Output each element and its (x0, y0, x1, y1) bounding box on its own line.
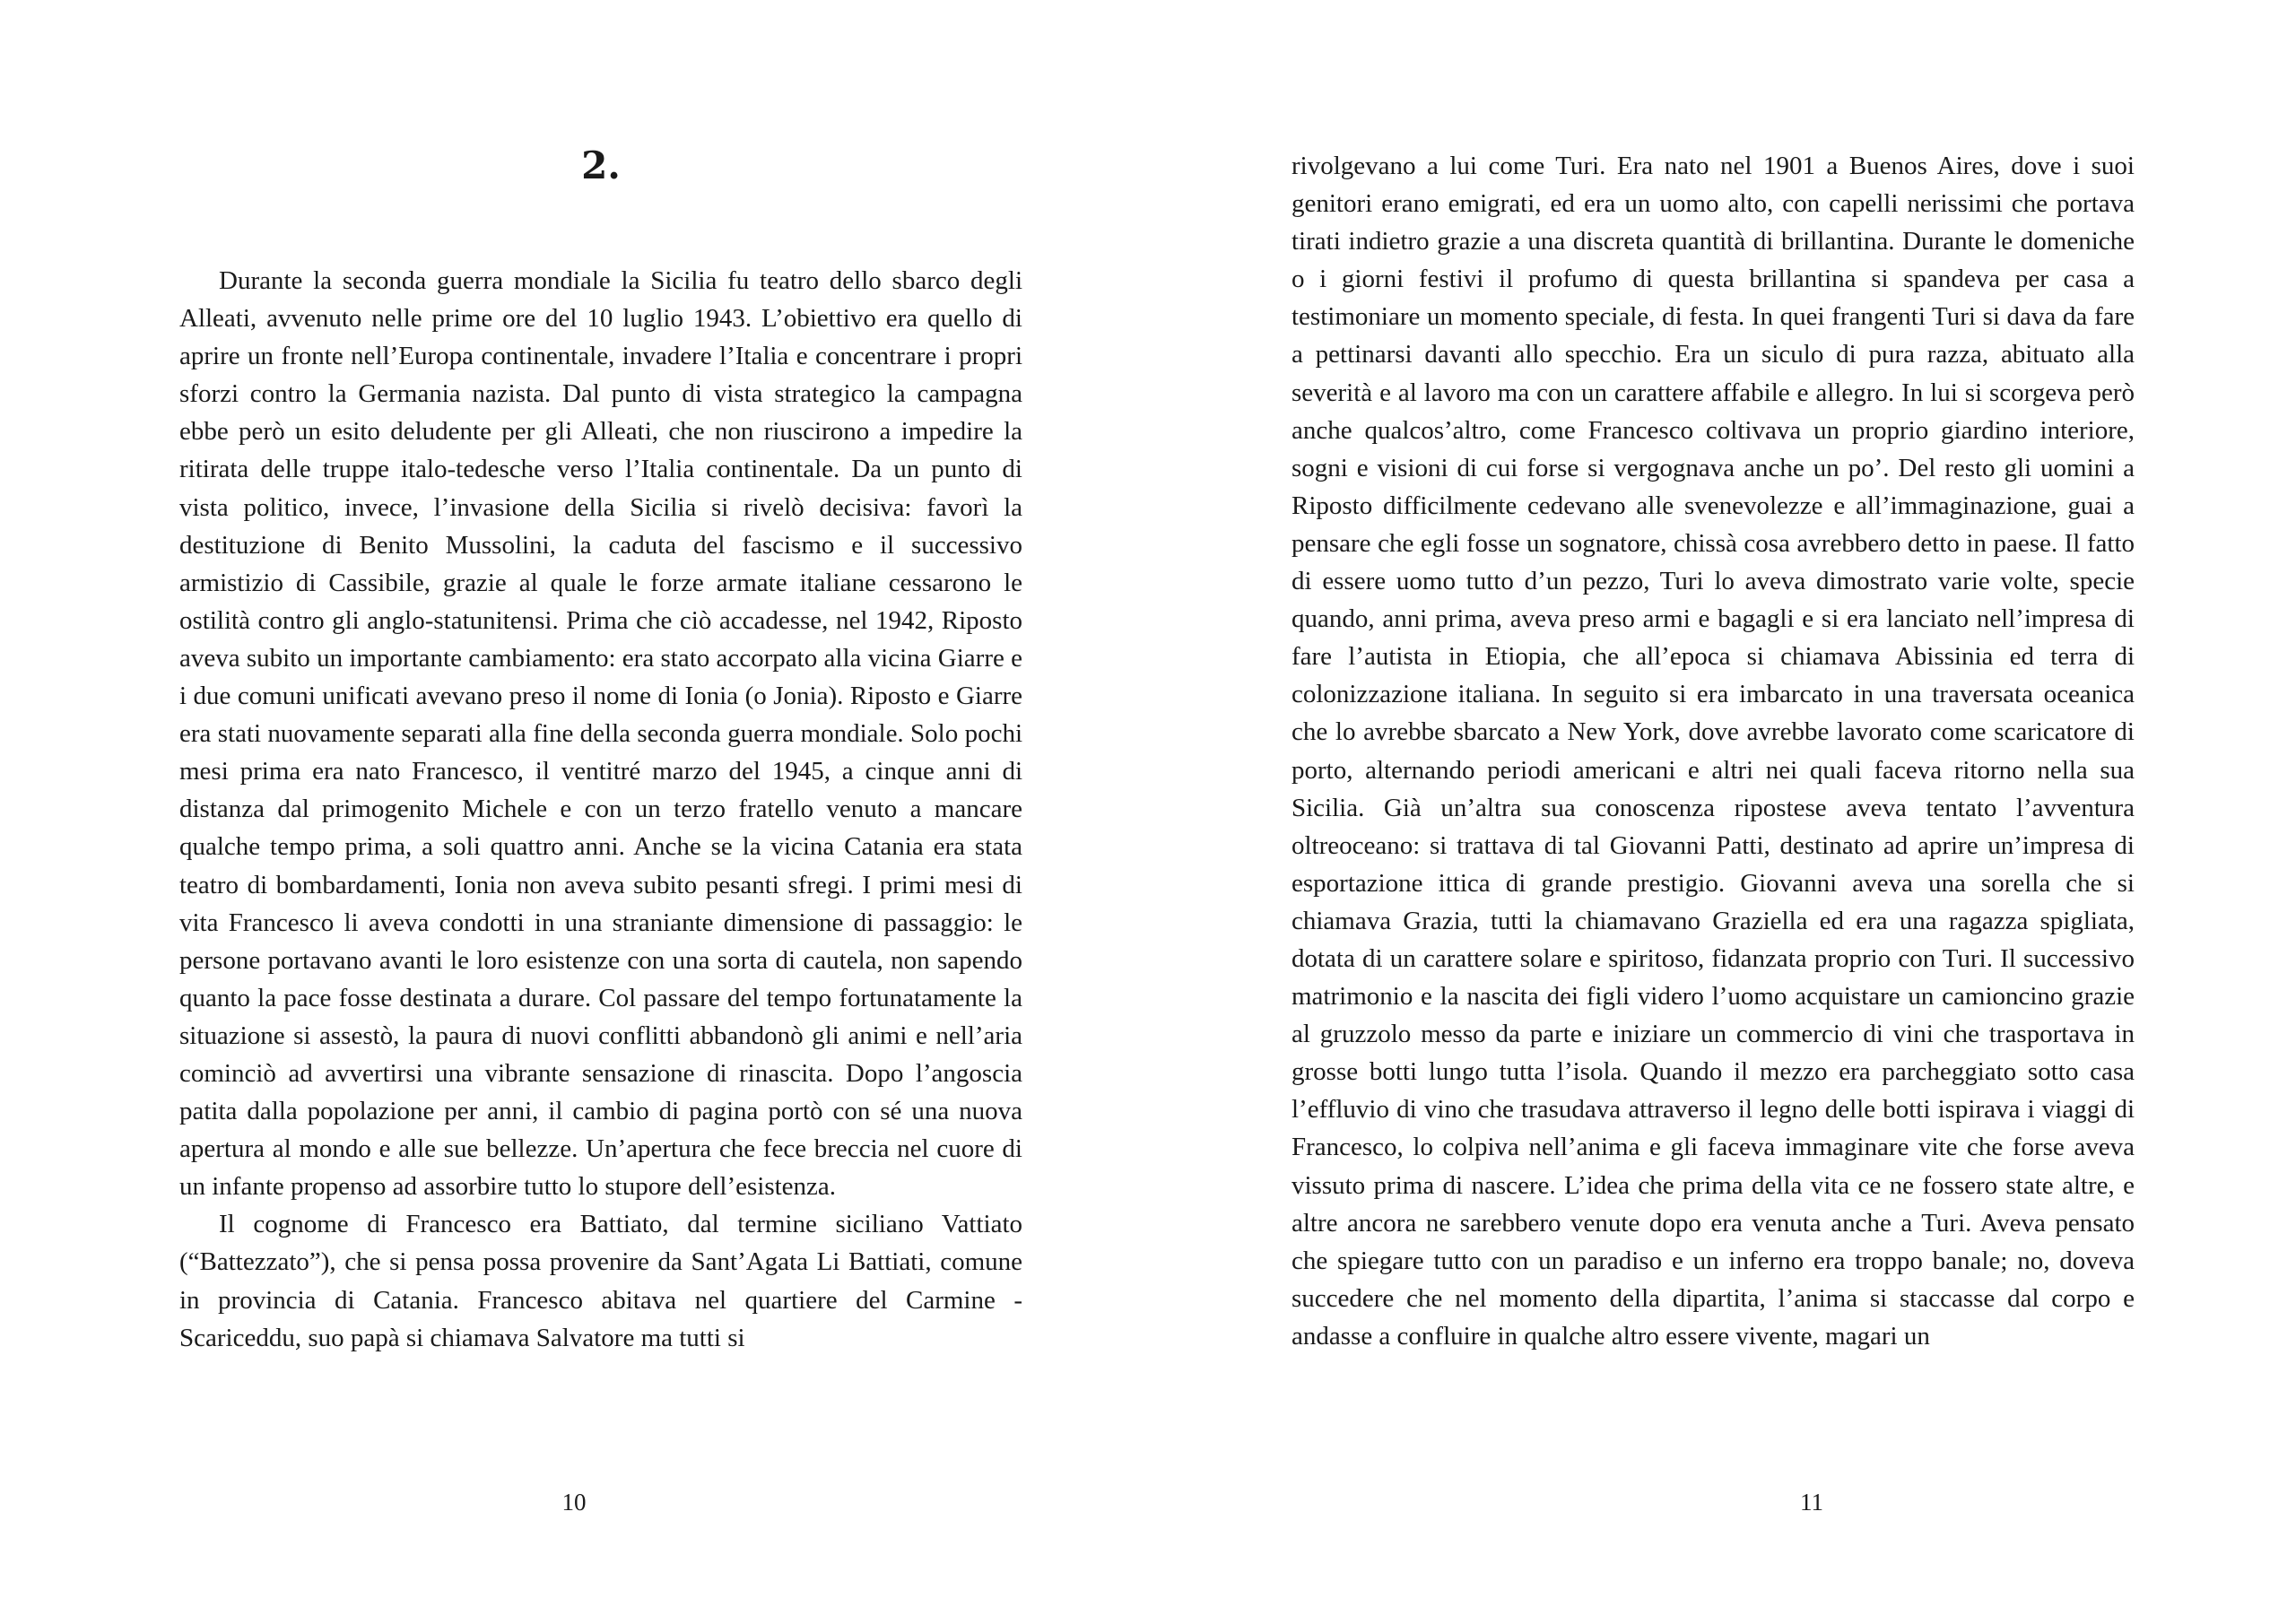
page-number: 10 (561, 1489, 587, 1516)
right-page-body (1292, 147, 2135, 1355)
paragraph: rivolgevano a lui come Turi. Era nato nel 1901 a Buenos Aires, dove i suoi genitori erano emigrati, ed era un uomo alto, con capelli nerissimi che portava tirati indietro grazie a una discreta quantità di brillantina. Durante le domeniche o i giorni festivi il profumo di questa brillantina si spandeva per casa a testimoniare un momento speciale, di festa. In quei frangenti Turi si dava da fare a pettinarsi davanti allo specchio. Era un siculo di pura razza, abituato alla severità e al lavoro ma con un carattere affabile e allegro. In lui si scorgeva però anche qualcos’altro, come Francesco coltivava un proprio giardino interiore, sogni e visioni di cui forse si vergognava anche un po’. Del resto gli uomini a Riposto difficilmente cedevano alle svenevolezze e all’immaginazione, guai a pensare che egli fosse un sognatore, chissà cosa avrebbero detto in paese. Il fatto di essere uomo tutto d’un pezzo, Turi lo aveva dimostrato varie volte, specie quando, anni prima, aveva preso armi e bagagli e si era lanciato nell’impresa di fare l’autista in Etiopia, che all’epoca si chiamava Abissinia ed terra di colonizzazione italiana. In seguito si era imbarcato in una traversata oceanica che lo avrebbe sbarcato a New York, dove avrebbe lavorato come scaricatore di porto, alternando periodi americani e altri nei quali faceva ritorno nella sua Sicilia. Già un’altra sua conoscenza ripostese aveva tentato l’avventura oltreoceano: si trattava di tal Giovanni Patti, destinato ad aprire un’impresa di esportazione ittica di grande prestigio. Giovanni aveva una sorella che si chiamava Grazia, tutti la chiamavano Graziella ed era una ragazza spigliata, dotata di un carattere solare e spiritoso, fidanzata proprio con Turi. Il successivo matrimonio e la nascita dei figli videro l’uomo acquistare un camioncino grazie al gruzzolo messo da parte e iniziare un commercio di vini che trasportava in grosse botti lungo tutta l’isola. Quando il mezzo era parcheggiato sotto casa l’effluvio di vino che trasudava attraverso il legno delle botti ispirava i viaggi di Francesco, lo colpiva nell’anima e gli faceva immaginare vite che forse aveva vissuto prima di nascere. L’idea che prima della vita ce ne fossero state altre, e altre ancora ne sarebbero venute dopo era venuta anche a Turi. Aveva pensato che spiegare tutto con un paradiso e un inferno era troppo banale; no, doveva succedere che nel momento della dipartita, l’anima si staccasse dal corpo e andasse a confluire in qualche altro essere vivente, magari un (1292, 152, 2135, 1351)
paragraph: Il cognome di Francesco era Battiato, dal termine siciliano Vattiato (“Battezzato”), che si pensa possa provenire da Sant’Agata Li Battiati, comune in provincia di Catania. Francesco abitava nel quartiere del Carmine - Scariceddu, suo papà si chiamava Salvatore ma tutti si (179, 1210, 1022, 1352)
left-page-body (179, 262, 1022, 1357)
chapter-number: 2. (581, 143, 621, 187)
right-page (1148, 0, 2296, 1607)
page-number: 11 (1800, 1489, 1823, 1516)
paragraph: Durante la seconda guerra mondiale la Sicilia fu teatro dello sbarco degli Alleati, avvenuto nelle prime ore del 10 luglio 1943. L’obiettivo era quello di aprire un fronte nell’Europa continentale, invadere l’Italia e concentrare i propri sforzi contro la Germania nazista. Dal punto di vista strategico la campagna ebbe però un esito deludente per gli Alleati, che non riuscirono a impedire la ritirata delle truppe italo-tedesche verso l’Italia continentale. Da un punto di vista politico, invece, l’invasione della Sicilia si rivelò decisiva: favorì la destituzione di Benito Mussolini, la caduta del fascismo e il successivo armistizio di Cassibile, grazie al quale le forze armate italiane cessarono le ostilità contro gli anglo-statunitensi. Prima che ciò accadesse, nel 1942, Riposto aveva subito un importante cambiamento: era stato accorpato alla vicina Giarre e i due comuni unificati avevano preso il nome di Ionia (o Jonia). Riposto e Giarre era stati nuovamente separati alla fine della seconda guerra mondiale. Solo pochi mesi prima era nato Francesco, il ventitré marzo del 1945, a cinque anni di distanza dal primogenito Michele e con un terzo fratello venuto a mancare qualche tempo prima, a soli quattro anni. Anche se la vicina Catania era stata teatro di bombardamenti, Ionia non aveva subito pesanti sfregi. I primi mesi di vita Francesco li aveva condotti in una straniante dimensione di passaggio: le persone portavano avanti le loro esistenze con una sorta di cautela, non sapendo quanto la pace fosse destinata a durare. Col passare del tempo fortunatamente la situazione si assestò, la paura di nuovi conflitti abbandonò gli animi e nell’aria cominciò ad avvertirsi una vibrante sensazione di rinascita. Dopo l’angoscia patita dalla popolazione per anni, il cambio di pagina portò con sé una nuova apertura al mondo e alle sue bellezze. Un’apertura che fece breccia nel cuore di un infante propenso ad assorbire tutto lo stupore dell’esistenza. (179, 266, 1022, 1202)
